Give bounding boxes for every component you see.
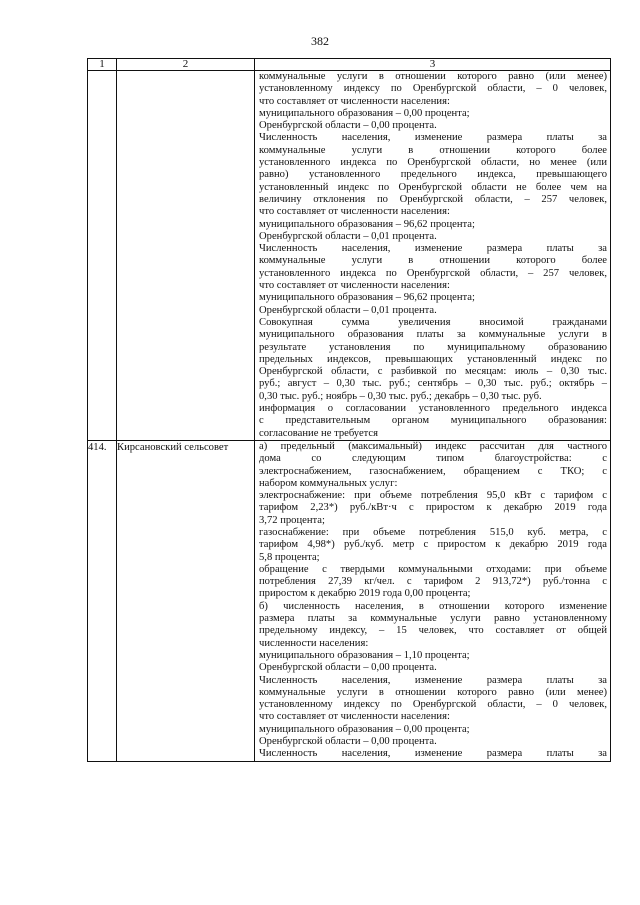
text-line: численности населения: [259,637,369,649]
text-line: газоснабжение: при объеме потребления 515,0 куб. метра, с [259,526,607,538]
text-line: результате установления по муниципальному образованию [259,341,607,353]
text-line: потребления 27,39 кг/чел. с тарифом 2 913,72*) руб./тонна с [259,576,607,588]
municipality-name: Кирсановский сельсовет [117,440,255,761]
text-line: электроснабжение: при объеме потребления 95,0 кВт с тарифом с [259,490,607,502]
text-line: Оренбургской области, с разбивкой по месяцам: июль – 0,30 тыс. [259,366,607,378]
text-line: коммунальные услуги в отношении которого равно (или менее) [259,71,607,82]
text-line: обращение с твердыми коммунальными отходами: при объеме [259,563,607,575]
text-line: предельных индексов, превышающих установленный индекс по [259,353,607,365]
text-line: установленному индексу по Оренбургской области, – 0 человек, [259,83,607,95]
text-line: что составляет от численности населения: [259,280,450,292]
text-line: Численность населения, изменение размера платы за [259,748,607,760]
text-line: Оренбургской области – 0,00 процента. [259,120,437,132]
text-line: коммунальные услуги в отношении которого равно (или менее) [259,686,607,698]
text-line: что составляет от численности населения: [259,95,450,107]
text-line: Численность населения, изменение размера платы за [259,674,607,686]
text-line: что составляет от численности населения: [259,206,450,218]
text-line: муниципального образования платы за коммунальные услуги в [259,329,607,341]
table-header-row [88,59,611,71]
text-line: электроснабжением, газоснабжением, обращением с ТКО; с [259,465,607,477]
row-content-cell [255,71,611,441]
text-line: Оренбургской области – 0,01 процента. [259,230,437,242]
text-line: муниципального образования – 96,62 процента; [259,218,475,230]
text-line: муниципального образования – 1,10 процента; [259,649,470,661]
text-line: тарифом 4,98*) руб./куб. метр с приростом к декабрю 2019 года [259,539,607,551]
text-line: 5,8 процента; [259,551,320,563]
text-line: тарифом 2,23*) руб./кВт·ч с приростом к декабрю 2019 года [259,502,607,514]
row-number [88,71,117,441]
row-content-cell [255,440,611,761]
row-content [255,71,610,440]
text-line: Численность населения, изменение размера платы за [259,243,607,255]
header-col-2: 2 [117,59,255,71]
page-number: 382 [311,34,329,48]
text-line: муниципального образования – 0,00 процента; [259,723,470,735]
text-line: коммунальные услуги в отношении которого более [259,255,607,267]
text-line: Численность населения, изменение размера платы за [259,132,607,144]
row-number: 414. [88,440,117,761]
text-line: руб.; август – 0,30 тыс. руб.; сентябрь – 0,30 тыс. руб.; октябрь – [259,378,607,390]
text-line: что составляет от численности населения: [259,711,450,723]
text-line: информация о согласовании установленного предельного индекса [259,403,607,415]
text-line: набором коммунальных услуг: [259,477,398,489]
document-table [87,58,611,762]
text-line: а) предельный (максимальный) индекс рассчитан для частного [259,440,607,452]
text-line: муниципального образования – 0,00 процента; [259,107,470,119]
table-row [88,71,611,441]
text-line: б) численность населения, в отношении которого изменение [259,600,607,612]
municipality-name [117,71,255,441]
text-line: с представительным органом муниципального образования: [259,415,607,427]
text-line: приростом к декабрю 2019 года 0,00 процента; [259,588,471,600]
text-line: предельному индексу, – 15 человек, что составляет от общей [259,625,607,637]
text-line: 3,72 процента; [259,514,325,526]
text-line: установленному индексу по Оренбургской области, – 0 человек, [259,699,607,711]
text-line: размера платы за коммунальные услуги равно установленному [259,613,607,625]
text-line: муниципального образования – 96,62 процента; [259,292,475,304]
header-col-1: 1 [88,59,117,71]
text-line: Оренбургской области – 0,01 процента. [259,304,437,316]
row-content [255,441,610,761]
text-line: величину отклонения по Оренбургской области, – 257 человек, [259,193,607,205]
text-line: Оренбургской области – 0,00 процента. [259,736,437,748]
text-line: установленного индекса по Оренбургской области, – 257 человек, [259,267,607,279]
text-line: установленный индекс по Оренбургской области не более чем на [259,181,607,193]
text-line: Совокупная сумма увеличения вносимой гражданами [259,316,607,328]
text-line: Оренбургской области – 0,00 процента. [259,662,437,674]
text-line: дома со следующим типом благоустройства: с [259,453,607,465]
text-line: коммунальные услуги в отношении которого более [259,144,607,156]
text-line: согласование не требуется [259,427,379,439]
text-line: равно) установленного предельного индекса, превышающего [259,169,607,181]
header-col-3: 3 [255,59,611,71]
text-line: установленного индекса по Оренбургской области, но менее (или [259,157,607,169]
table-row [88,440,611,761]
text-line: 0,30 тыс. руб.; ноябрь – 0,30 тыс. руб.; декабрь – 0,30 тыс. руб. [259,390,542,402]
